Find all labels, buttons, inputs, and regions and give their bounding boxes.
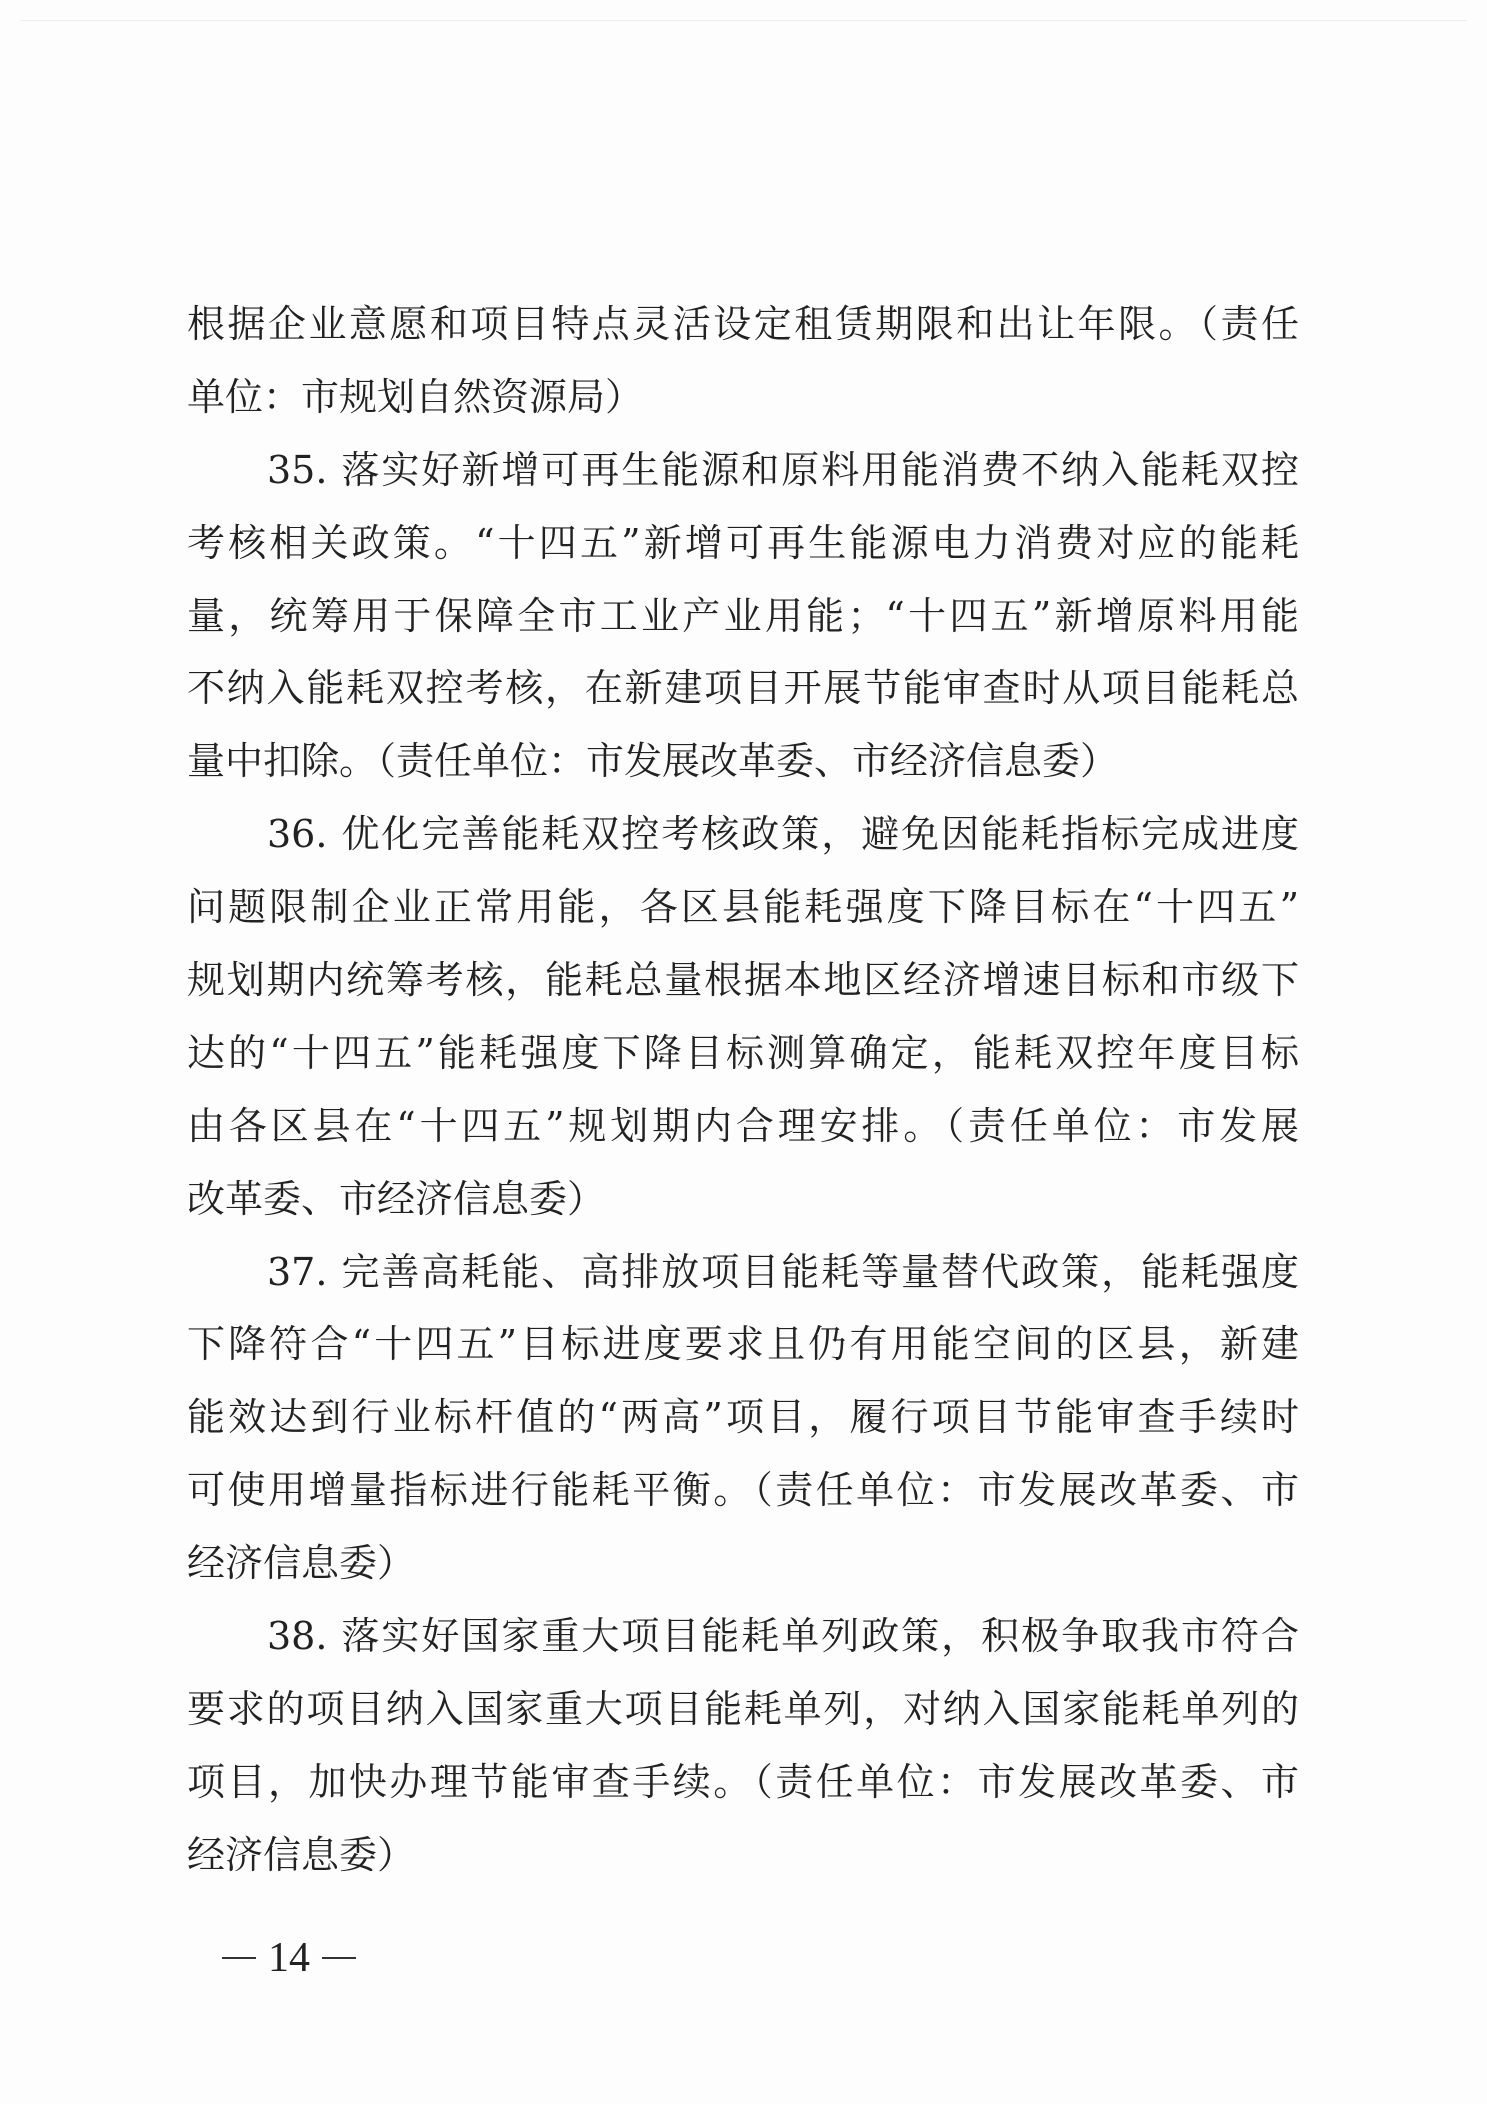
text-line: 要求的项目纳入国家重大项目能耗单列，对纳入国家能耗单列的 xyxy=(187,1686,1299,1731)
text-line: 单位：市规划自然资源局） xyxy=(187,374,644,419)
page-number-text: 14 xyxy=(268,1935,310,1981)
text-line: 根据企业意愿和项目特点灵活设定租赁期限和出让年限。（责任 xyxy=(187,302,1299,346)
text-line: 项目，加快办理节能审查手续。（责任单位：市发展改革委、市 xyxy=(187,1759,1299,1804)
text-line: 37. 完善高耗能、高排放项目能耗等量替代政策，能耗强度 xyxy=(187,1249,1299,1294)
page-edge-line xyxy=(20,20,1467,21)
text-line: 问题限制企业正常用能，各区县能耗强度下降目标在“十四五” xyxy=(187,885,1299,930)
text-line: 经济信息委） xyxy=(187,1832,416,1877)
text-line: 规划期内统筹考核，能耗总量根据本地区经济增速目标和市级下 xyxy=(187,958,1299,1003)
text-line: 量中扣除。（责任单位：市发展改革委、市经济信息委） xyxy=(187,739,1119,784)
text-line: 考核相关政策。“十四五”新增可再生能源电力消费对应的能耗 xyxy=(187,520,1299,565)
dash-right xyxy=(322,1957,356,1959)
dash-left xyxy=(222,1957,256,1959)
text-line: 35. 落实好新增可再生能源和原料用能消费不纳入能耗双控 xyxy=(187,447,1299,492)
text-line: 可使用增量指标进行能耗平衡。（责任单位：市发展改革委、市 xyxy=(187,1468,1299,1513)
text-line: 量，统筹用于保障全市工业产业用能；“十四五”新增原料用能 xyxy=(187,593,1299,638)
text-line: 达的“十四五”能耗强度下降目标测算确定，能耗双控年度目标 xyxy=(187,1030,1299,1075)
text-line: 由各区县在“十四五”规划期内合理安排。（责任单位：市发展 xyxy=(187,1103,1299,1148)
text-line: 36. 优化完善能耗双控考核政策，避免因能耗指标完成进度 xyxy=(187,812,1299,857)
text-line: 改革委、市经济信息委） xyxy=(187,1176,606,1221)
text-line: 不纳入能耗双控考核，在新建项目开展节能审查时从项目能耗总 xyxy=(187,666,1299,711)
page-number xyxy=(222,1932,356,1984)
body-text xyxy=(187,288,1299,1892)
text-line: 38. 落实好国家重大项目能耗单列政策，积极争取我市符合 xyxy=(187,1614,1299,1659)
text-line: 经济信息委） xyxy=(187,1541,416,1586)
text-line: 能效达到行业标杆值的“两高”项目，履行项目节能审查手续时 xyxy=(187,1395,1299,1440)
text-line: 下降符合“十四五”目标进度要求且仍有用能空间的区县，新建 xyxy=(187,1322,1299,1367)
